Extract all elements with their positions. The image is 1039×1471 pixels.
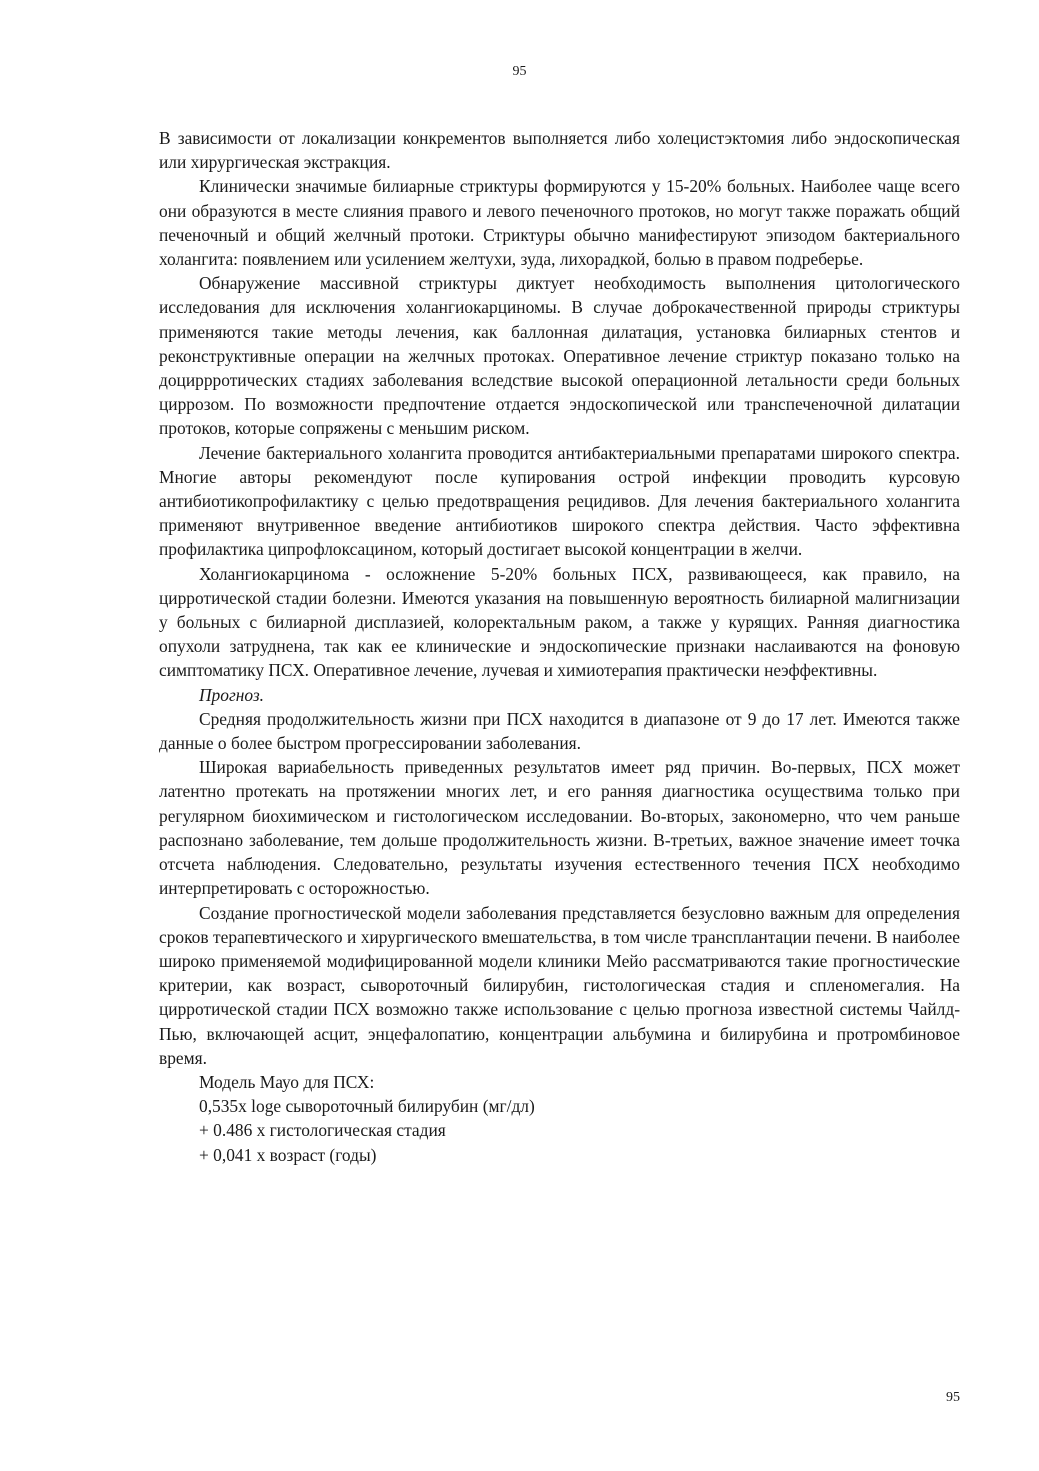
paragraph-cholangiocarcinoma: Холангиокарцинома - осложнение 5-20% больных ПСХ, развивающееся, как правило, на цирротической стадии болезни. Имеются указания на повышенную вероятность билиарной малигнизации у больных с билиарной дисплазией, колоректальным раком, а также у курящих. Ранняя диагностика опухоли затруднена, так как ее клинические и эндоскопические признаки наслаиваются на фоновую симптоматику ПСХ. Оперативное лечение, лучевая и химиотерапия практически неэффективны. xyxy=(159,563,960,681)
paragraph-strictures: Клинически значимые билиарные стриктуры формируются у 15-20% больных. Наиболее чаще всего они образуются в месте слияния правого и левого печеночного протоков, но могут также поражать общий печеночный и общий желчный протоки. Стриктуры обычно манифестируют эпизодом бактериального холангита: появлением или усилением желтухи, зуда, лихорадкой, болью в правом подреберье. xyxy=(159,176,960,270)
paragraph-prognostic-model: Создание прогностической модели заболевания представляется безусловно важным для определения сроков терапевтического и хирургического вмешательства, в том числе трансплантации печени. В наиболее широко применяемой модифицированной модели клиники Мейо рассматриваются такие прогностические критерии, как возраст, сывороточный билирубин, гистологическая стадия и спленомегалия. На цирротической стадии ПСХ возможно также использование с целью прогноза известной системы Чайлд-Пью, включающей асцит, энцефалопатию, концентрации альбумина и билирубина и протромбиновое время. xyxy=(159,902,960,1068)
formula-line: + 0,041 x возраст (годы) xyxy=(199,1144,377,1165)
paragraph-gallstones: В зависимости от локализации конкрементов выполняется либо холецистэктомия либо эндоскопическая или хирургическая экстракция. xyxy=(159,128,960,173)
paragraph-variability: Широкая вариабельность приведенных результатов имеет ряд причин. Во-первых, ПСХ может латентно протекать на протяжении многих лет, и его ранняя диагностика осуществима только при регулярном биохимическом и гистологическом исследовании. Во-вторых, закономерно, что чем раньше распознано заболевание, тем дольше продолжительность жизни. В-третьих, важное значение имеет точка отсчета наблюдения. Следовательно, результаты изучения естественного течения ПСХ необходимо интерпретировать с осторожностью. xyxy=(159,757,960,899)
formula-title: Модель Мауо для ПСХ: xyxy=(199,1071,375,1092)
paragraph-life-expectancy: Средняя продолжительность жизни при ПСХ находится в диапазоне от 9 до 17 лет. Имеются также данные о более быстром прогрессировании заболевания. xyxy=(159,708,960,754)
paragraph-cholangitis-treatment: Лечение бактериального холангита проводится антибактериальными препаратами широкого спектра. Многие авторы рекомендуют после купирования острой инфекции проводить курсовую антибиотикопрофилактику с целью предотвращения рецидивов. Для лечения бактериального холангита применяют внутривенное введение антибиотиков широкого спектра действия. Часто эффективна профилактика ципрофлоксацином, который достигает высокой концентрации в желчи. xyxy=(159,442,960,560)
page-number-top: 95 xyxy=(512,64,527,79)
section-heading-prognosis: Прогноз. xyxy=(199,684,264,705)
formula-line: 0,535x loge сывороточный билирубин (мг/дл) xyxy=(199,1096,535,1117)
formula-line: + 0.486 x гистологическая стадия xyxy=(199,1120,446,1141)
page-number-bottom: 95 xyxy=(946,1390,960,1405)
paragraph-stricture-treatment: Обнаружение массивной стриктуры диктует необходимость выполнения цитологического исследования для исключения холангиокарциномы. В случае доброкачественной природы стриктуры применяются такие методы лечения, как баллонная дилатация, установка билиарных стентов и реконструктивные операции на желчных протоках. Оперативное лечение стриктур показано только на доциррротических стадиях заболевания вследствие высокой операционной летальности среди больных циррозом. По возможности предпочтение отдается эндоскопической или транспеченочной дилатации протоков, которые сопряжены с меньшим риском. xyxy=(159,273,960,439)
document-body xyxy=(159,126,960,1167)
